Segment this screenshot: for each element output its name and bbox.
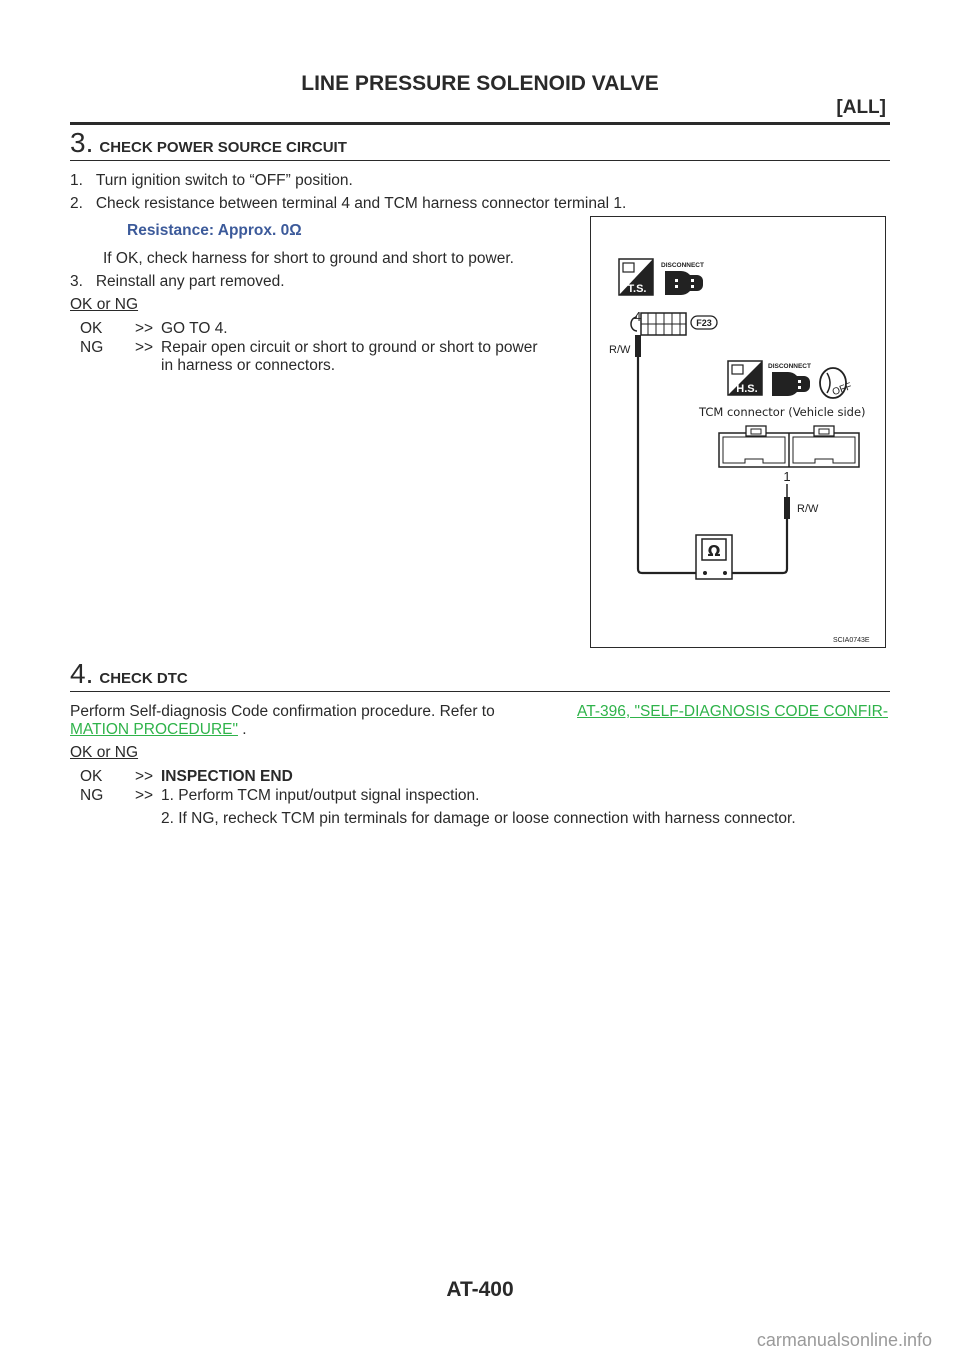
step3-item-3: 3. Reinstall any part removed. [70, 273, 285, 290]
tcm-connector-label: TCM connector (Vehicle side) [699, 405, 866, 419]
ts-icon [619, 259, 653, 295]
hs-icon [728, 361, 762, 395]
section-tag: [ALL] [836, 97, 886, 118]
ts-label: T.S. [627, 283, 647, 295]
step3-ok-arrow: >> [135, 320, 154, 337]
step3-heading [70, 127, 347, 159]
step3-title: CHECK POWER SOURCE CIRCUIT [99, 139, 347, 156]
disconnect-icon-2 [768, 363, 811, 396]
tcm-connector [719, 426, 859, 484]
step3-note: If OK, check harness for short to ground and short to power. [103, 250, 514, 267]
step4-dot: . [85, 658, 94, 689]
probe-right [784, 497, 790, 519]
wire-label-1: R/W [609, 344, 631, 356]
page-title: LINE PRESSURE SOLENOID VALVE [301, 72, 659, 95]
wire-right [731, 519, 787, 573]
step4-line-1 [70, 703, 888, 721]
step4-ok-arrow: >> [135, 768, 154, 785]
hs-label: H.S. [736, 383, 758, 395]
step4-ng-row [80, 787, 479, 805]
step4-ok-row [80, 768, 293, 786]
step4-reference-link-1[interactable]: AT-396, "SELF-DIAGNOSIS CODE CONFIR- [577, 703, 888, 720]
step4-line2-text: . [237, 721, 247, 738]
step4-okng: OK or NG [70, 744, 139, 761]
step4-reference-link-2[interactable]: MATION PROCEDURE" [70, 721, 238, 738]
step4-title: CHECK DTC [99, 670, 188, 687]
wire-left [638, 357, 705, 573]
step4-rule [70, 691, 890, 692]
step3-ng-key: NG [80, 339, 104, 356]
step3-ok-key: OK [80, 320, 103, 337]
terminal-1-label: 1 [783, 469, 791, 484]
wiring-figure [590, 216, 886, 648]
step3-ok-text: GO TO 4. [161, 320, 228, 337]
step4-number: 4 [70, 658, 86, 689]
step3-item-2: 2. Check resistance between terminal 4 and TCM harness connector terminal 1. [70, 195, 627, 212]
step4-ok-key: OK [80, 768, 103, 785]
step3-item-1: 1. Turn ignition switch to “OFF” position. [70, 172, 353, 189]
step4-ok-text: INSPECTION END [161, 768, 293, 785]
page-number: AT-400 [446, 1278, 514, 1301]
ignition-off-icon [820, 368, 853, 398]
step3-dot: . [85, 127, 94, 158]
step3-rule [70, 160, 890, 161]
ohm-icon: Ω [707, 542, 721, 560]
step3-ng-text-1: Repair open circuit or short to ground or short to power [161, 339, 538, 356]
watermark: carmanualsonline.info [756, 1330, 932, 1350]
step3-okng: OK or NG [70, 296, 139, 313]
terminal-4-label: 4 [634, 309, 642, 324]
wire-label-2: R/W [797, 503, 819, 515]
step4-line-2 [70, 721, 247, 739]
header-rule [70, 122, 890, 125]
step4-ng-key: NG [80, 787, 104, 804]
probe-left [609, 335, 641, 357]
step3-number: 3 [70, 127, 86, 158]
disconnect-label-2: DISCONNECT [768, 363, 811, 370]
connector-f23-label: F23 [696, 318, 712, 328]
step4-ng-text-2: 2. If NG, recheck TCM pin terminals for damage or loose connection with harness connector. [161, 810, 796, 827]
figure-code: SCIA0743E [833, 637, 870, 644]
step4-heading [70, 658, 188, 690]
disconnect-icon-1 [661, 262, 704, 295]
disconnect-label-1: DISCONNECT [661, 262, 704, 269]
step4-line1-text: Perform Self-diagnosis Code confirmation procedure. Refer to [70, 703, 495, 720]
step4-ng-arrow: >> [135, 787, 154, 804]
step3-ng-text-2: in harness or connectors. [161, 357, 336, 374]
ignition-off-label: OFF [830, 381, 854, 399]
ohmmeter [696, 535, 732, 579]
step3-ok-row [80, 320, 228, 338]
step3-ng-arrow: >> [135, 339, 154, 356]
step3-spec: Resistance: Approx. 0Ω [127, 222, 302, 239]
step3-ng-row [80, 339, 538, 357]
wiring-diagram [591, 217, 884, 646]
connector-f23 [631, 309, 717, 335]
step4-ng-text-1: 1. Perform TCM input/output signal inspection. [161, 787, 480, 804]
